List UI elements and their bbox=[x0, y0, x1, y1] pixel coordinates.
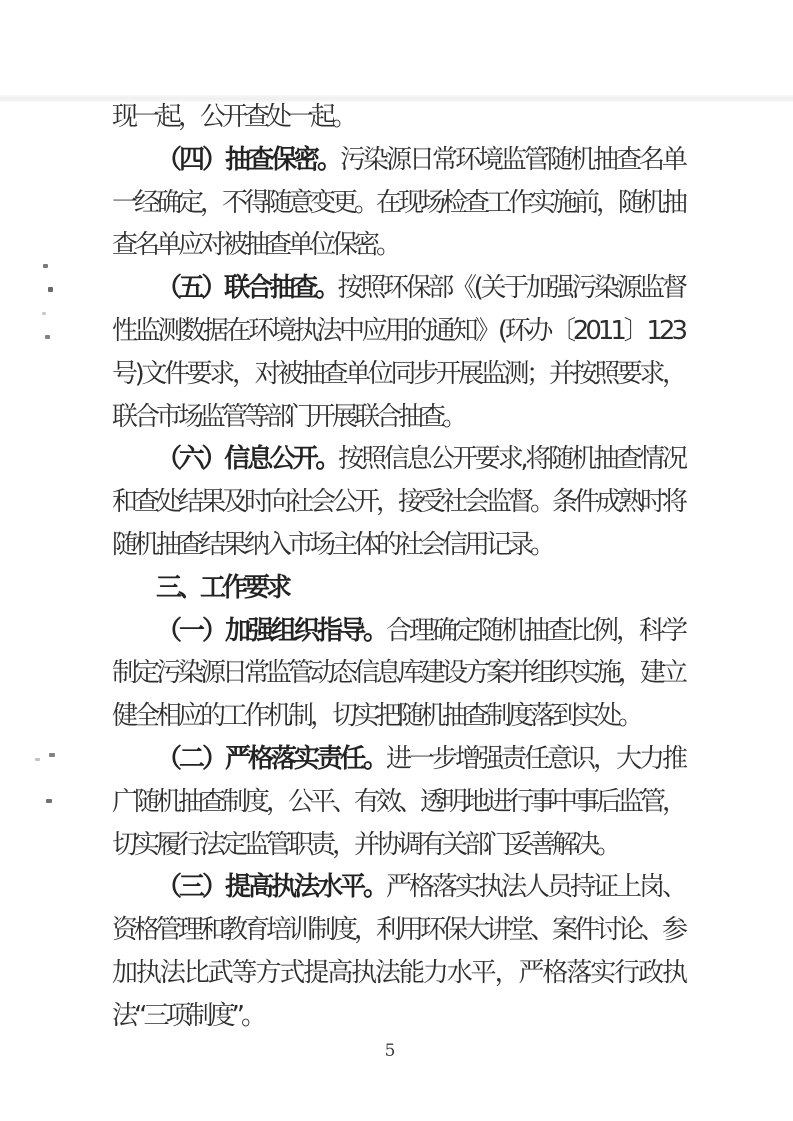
paragraph-text: 按照环保部《(关于加强污染源监督性监测数据在环境执法中应用的通知》(环办〔2011〕123 号)文件要求，对被抽查单位同步开展监测；并按照要求，联合市场监管等部门开展联合抽查。 bbox=[112, 273, 684, 432]
document-body bbox=[112, 96, 684, 1038]
paragraph-heading: （一）加强组织指导。 bbox=[156, 615, 386, 646]
paragraph-heading: 三、工作要求 bbox=[156, 572, 289, 603]
paragraph bbox=[112, 866, 684, 1037]
paragraph bbox=[112, 438, 684, 566]
scan-speck bbox=[43, 264, 48, 268]
scan-speck bbox=[48, 287, 53, 292]
paragraph bbox=[112, 610, 684, 738]
paragraph-text: 按照信息公开要求,将随机抽查情况和查处结果及时向社会公开，接受社会监督。条件成熟时将随机抽查结果纳入市场主体的社会信用记录。 bbox=[112, 444, 685, 560]
paragraph-heading: （四）抽查保密。 bbox=[156, 144, 340, 175]
paragraph-text: 污染源日常环境监管随机抽查名单一经确定，不得随意变更。在现场检查工作实施前，随机抽查名单应对被抽查单位保密。 bbox=[112, 144, 685, 261]
paragraph bbox=[112, 96, 684, 139]
paragraph-text: 现一起，公开查处一起。 bbox=[112, 102, 355, 132]
paragraph-heading: （六）信息公开。 bbox=[156, 444, 339, 475]
paragraph bbox=[112, 267, 684, 438]
scan-speck bbox=[45, 335, 50, 339]
scan-speck bbox=[46, 799, 52, 803]
paragraph-text: 进一步增强责任意识，大力推广随机抽查制度，公平、有效、透明地进行事中事后监管，切实履行法定监管职责，并协调有关部门妥善解决。 bbox=[112, 743, 685, 860]
paragraph-heading: （二）严格落实责任。 bbox=[156, 743, 386, 774]
scan-speck bbox=[49, 753, 55, 757]
scan-speck bbox=[35, 758, 40, 761]
paragraph-text: 合理确定随机抽查比例，科学制定污染源日常监管动态信息库建设方案并组织实施，建立健全相应的工作机制，切实把随机抽查制度落到实处。 bbox=[112, 615, 685, 732]
paragraph-heading: （五）联合抽查。 bbox=[156, 273, 338, 304]
paragraph-heading: （三）提高执法水平。 bbox=[156, 872, 386, 903]
paragraph bbox=[112, 738, 684, 866]
paragraph-text: 严格落实执法人员持证上岗、资格管理和教育培训制度，利用环保大讲堂、案件讨论、参加执法比武等方式提高执法能力水平，严格落实行政执法“三项制度”。 bbox=[112, 872, 685, 1031]
page-number: 5 bbox=[384, 1041, 396, 1061]
scan-speck bbox=[42, 312, 46, 315]
paragraph bbox=[112, 139, 684, 267]
paragraph bbox=[112, 567, 684, 610]
